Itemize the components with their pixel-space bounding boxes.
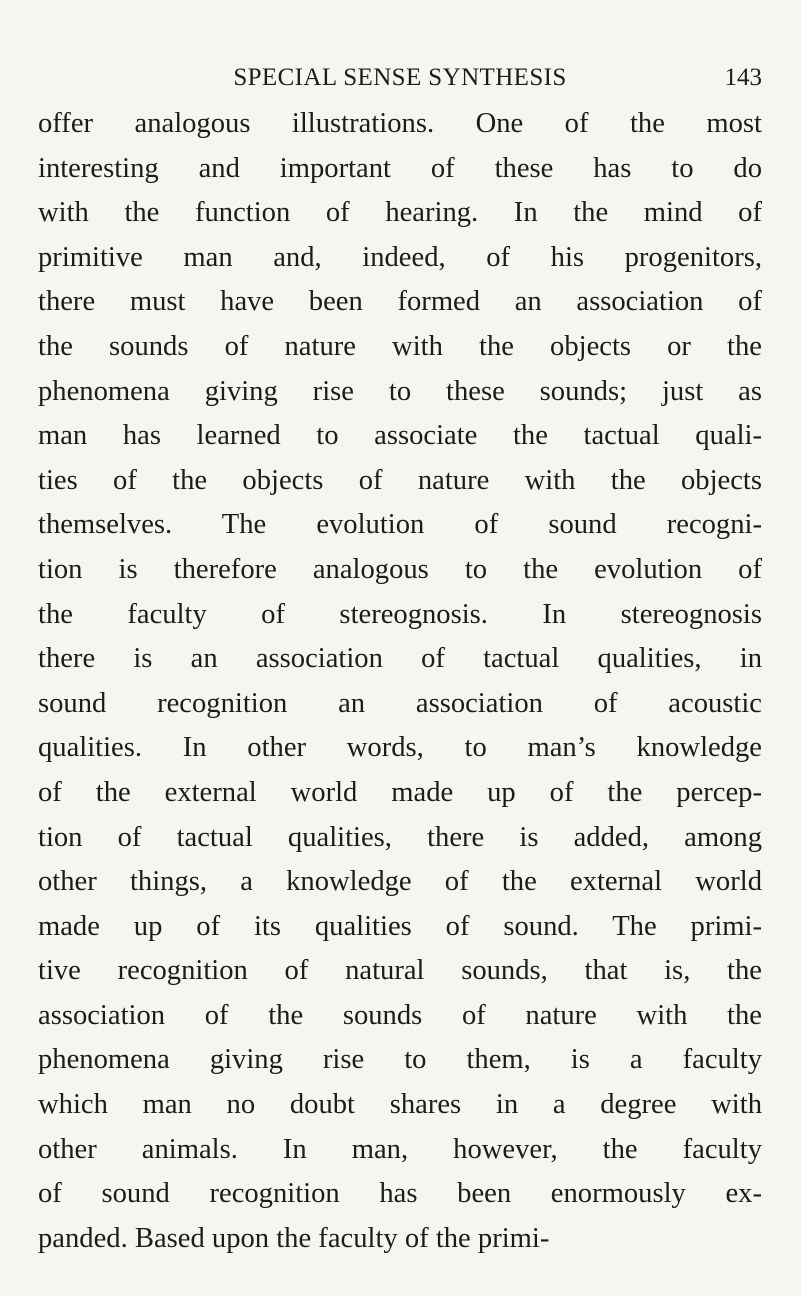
text-line: made up of its qualities of sound. The primi-	[38, 910, 762, 942]
page-number: 143	[724, 64, 762, 91]
text-line: phenomena giving rise to them, is a faculty	[38, 1044, 762, 1076]
text-line: of sound recognition has been enormously ex-	[38, 1178, 762, 1210]
text-line: offer analogous illustrations. One of the most	[38, 108, 762, 139]
text-line: with the function of hearing. In the mind of	[38, 197, 762, 229]
text-line: ties of the objects of nature with the objects	[38, 464, 762, 496]
text-line: there is an association of tactual qualities, in	[38, 643, 762, 675]
text-line: other things, a knowledge of the external world	[38, 866, 762, 898]
text-line: primitive man and, indeed, of his progenitors,	[38, 241, 762, 273]
text-line: sound recognition an association of acoustic	[38, 687, 762, 719]
body-text	[38, 102, 762, 1261]
text-line: tive recognition of natural sounds, that is, the	[38, 955, 762, 987]
running-head	[38, 58, 762, 98]
running-title: SPECIAL SENSE SYNTHESIS	[233, 64, 567, 91]
text-line: other animals. In man, however, the faculty	[38, 1133, 762, 1165]
text-line: phenomena giving rise to these sounds; just as	[38, 375, 762, 407]
text-line: panded. Based upon the faculty of the primi-	[38, 1222, 550, 1254]
text-line: tion is therefore analogous to the evolution of	[38, 553, 762, 585]
text-line: the faculty of stereognosis. In stereognosis	[38, 598, 762, 630]
text-line: which man no doubt shares in a degree with	[38, 1089, 762, 1121]
text-line: tion of tactual qualities, there is added, among	[38, 821, 762, 853]
text-line: man has learned to associate the tactual quali-	[38, 420, 762, 452]
text-line: the sounds of nature with the objects or the	[38, 330, 762, 362]
text-line: of the external world made up of the percep-	[38, 776, 762, 808]
text-line: there must have been formed an association of	[38, 286, 762, 318]
text-line: association of the sounds of nature with the	[38, 999, 762, 1031]
text-line: qualities. In other words, to man’s knowledge	[38, 732, 762, 764]
text-line: interesting and important of these has to do	[38, 152, 762, 184]
text-line: themselves. The evolution of sound recogni-	[38, 509, 762, 541]
